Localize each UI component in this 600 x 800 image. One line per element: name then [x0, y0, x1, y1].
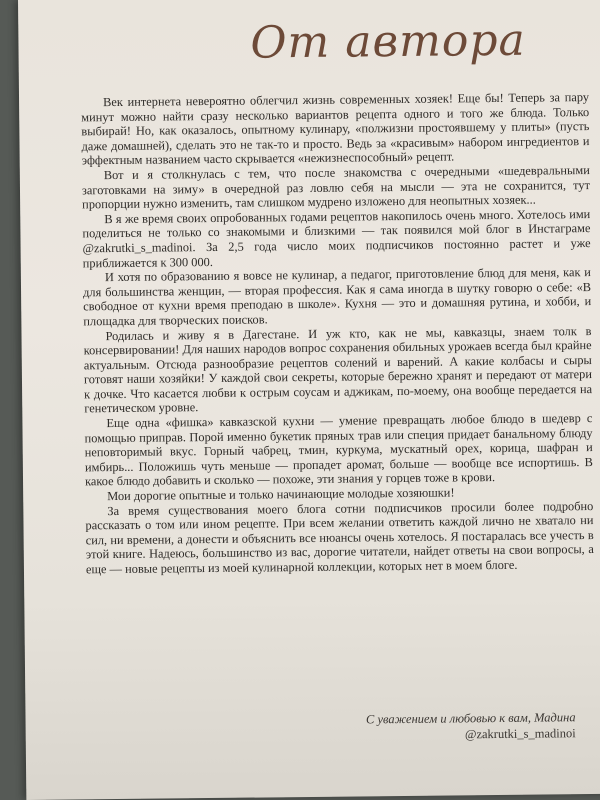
paragraph: Мои дорогие опытные и только начинающие молодые хозяюшки!: [107, 485, 455, 504]
paragraph: И хотя по образованию я вовсе не кулинар, а педагог, приготовление блюд для меня, как и для большинства женщин, — вторая профессия. Как я сама иногда в шутку говорю о себе: «В свободное от кухни время преподаю в школе». Кухня — это и домашняя рутина, и хобби, и площадка для творческих поисков.: [82, 265, 592, 329]
paragraph: Вот и я столкнулась с тем, что после знакомства с очередными «шедевральными заготовками на зиму» в очередной раз ловлю себя на мысли — эта не сохранится, тут пропорции нужно изменить, там слишком мудрено изложено для неопытных хозяек...: [81, 162, 591, 212]
paragraph: Век интернета невероятно облегчил жизнь современных хозяек! Еще бы! Теперь за пару минут можно найти сразу несколько вариантов рецепта одного и того же блюда. Только выбирай! Но, как оказалось, опытному кулинару, «полжизни простоявшему у плиты» (пусть даже домашней), сделать это не так-то и просто. Ведь за «красивым» набором ингредиентов и эффектным названием часто скрывается «нежизнеспособный» рецепт.: [81, 90, 590, 168]
signature-handle: @zakrutki_s_madinoi: [464, 726, 576, 742]
signature: [366, 709, 576, 743]
book-page: [18, 0, 600, 800]
signature-line: С уважением и любовью к вам, Мадина: [365, 710, 576, 727]
paragraph: Родилась и живу я в Дагестане. И уж кто, как не мы, кавказцы, знаем толк в консервировании! Для наших народов вопрос сохранения обильных урожаев всегда был крайне актуальным. Отсюда разнообразие рецептов солений и варений. А какие колбасы и сыры готовят наши хозяйки! У каждой свои секреты, которые бережно хранят и передают от матери к дочке. Что касается любви к острым соусам и аджикам, по-моему, она вообще передается на генетическом уровне.: [83, 323, 593, 416]
body-text: [81, 90, 594, 577]
paragraph: За время существования моего блога сотни подписчиков просили более подробно рассказать о том или ином рецепте. При всем желании ответить каждой лично не хватало ни сил, ни времени, а донести и объяснить все нюансы очень хотелось. Я постаралась все учесть в этой книге. Надеюсь, большинство из вас, дорогие читатели, найдет ответы на свои вопросы, а еще — новые рецепты из моей кулинарной коллекции, которых нет в моем блоге.: [85, 498, 594, 577]
paragraph: Еще одна «фишка» кавказской кухни — умение превращать любое блюдо в шедевр с помощью приправ. Порой именно букетик пряных трав или специя придает банальному блюду неповторимый вкус. Горный чабрец, тмин, куркума, мускатный орех, корица, шафран и имбирь... Положишь чуть меньше — пропадет аромат, больше — вообще все испортишь. В какое блюдо добавить и сколько — похоже, эти знания у горцев тоже в крови.: [84, 411, 593, 489]
paragraph: В я же время своих опробованных годами рецептов накопилось очень много. Хотелось ими поделиться не только со знакомыми и близкими — так появился мой блог в Инстаграме @zakrutki_s_madinoi. За 2,5 года число моих подписчиков постоянно растет и уже приближается к 300 000.: [82, 206, 591, 270]
page-title: От автора: [250, 14, 526, 69]
